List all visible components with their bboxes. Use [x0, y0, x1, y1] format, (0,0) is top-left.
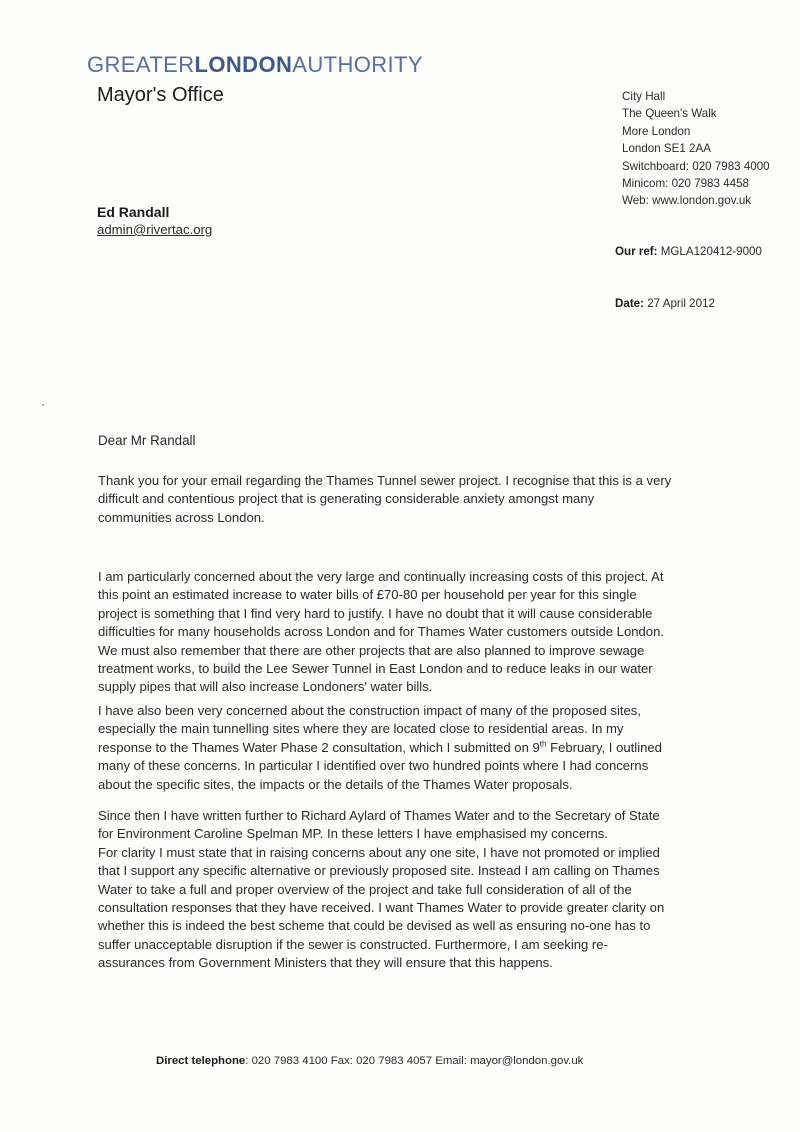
logo-greater: GREATER	[87, 52, 195, 77]
paragraph-2	[98, 568, 718, 697]
line-text: response to the Thames Water Phase 2 consultation, which I submitted on 9	[98, 739, 540, 755]
minicom-line: Minicom: 020 7983 4458	[622, 177, 749, 191]
paragraph-line: Since then I have written further to Richard Aylard of Thames Water and to the Secretary of State	[98, 808, 660, 823]
paragraph-line: supply pipes that will also increase Londoners' water bills.	[98, 679, 433, 695]
paragraph-line: about the specific sites, the impacts or the details of the Thames Water proposals.	[98, 776, 573, 792]
office-title: Mayor's Office	[97, 84, 224, 106]
paragraph-line: whether this is indeed the best scheme that could be devised as well as ensuring no-one has to	[98, 918, 651, 934]
footer-label: Direct telephone	[156, 1055, 246, 1067]
paragraph-line: project is something that I find very hard to justify. I have no doubt that it will cause considerable	[98, 605, 653, 621]
paragraph-line: suffer unacceptable disruption if the sewer is constructed. Furthermore, I am seeking re-	[98, 936, 608, 952]
paragraph-line: that I support any specific alternative or previously proposed site. Instead I am calling on Thames	[98, 863, 660, 879]
paragraph-line: this point an estimated increase to water bills of £70-80 per household per year for this single	[98, 587, 637, 603]
paragraph-3	[98, 702, 718, 794]
paragraph-line: Water to take a full and proper overview of the project and take full consideration of all of the	[98, 881, 632, 897]
ordinal-suffix: th	[539, 739, 547, 749]
paragraph-line: treatment works, to build the Lee Sewer Tunnel in East London and to reduce leaks in our water	[98, 661, 653, 677]
date-line	[615, 297, 715, 310]
address-line: London SE1 2AA	[622, 142, 711, 156]
paragraph-line: I am particularly concerned about the very large and continually increasing costs of this project. At	[98, 569, 664, 584]
paragraph-line	[98, 739, 718, 757]
paragraph-line: We must also remember that there are other projects that are also planned to improve sewage	[98, 642, 645, 658]
paragraph-line: communities across London.	[98, 509, 265, 525]
paragraph-line: for Environment Caroline Spelman MP. In these letters I have emphasised my concerns.	[98, 826, 608, 842]
recipient-block	[97, 204, 212, 237]
paragraph-line: difficulties for many households across London and for Thames Water customers outside London.	[98, 624, 665, 640]
footer-contact	[156, 1055, 583, 1067]
web-line: Web: www.london.gov.uk	[622, 194, 752, 208]
recipient-email-link[interactable]: admin@rivertac.org	[97, 222, 213, 237]
scan-speck	[42, 404, 44, 406]
recipient-name: Ed Randall	[97, 204, 170, 220]
address-line: The Queen's Walk	[622, 107, 717, 121]
footer-text: : 020 7983 4100 Fax: 020 7983 4057 Email: mayor@london.gov.uk	[245, 1055, 584, 1067]
paragraph-4	[98, 807, 718, 973]
paragraph-line: especially the main tunnelling sites where they are located close to residential areas. In my	[98, 721, 624, 737]
reference-line	[615, 245, 762, 258]
logo-authority: AUTHORITY	[292, 52, 423, 77]
paragraph-line: assurances from Government Ministers that they will ensure that this happens.	[98, 955, 553, 971]
paragraph-line: difficult and contentious project that is generating considerable anxiety amongst many	[98, 491, 595, 507]
date-value: 27 April 2012	[647, 297, 715, 310]
salutation: Dear Mr Randall	[98, 433, 196, 448]
logo-london: LONDON	[194, 52, 293, 77]
sender-address	[622, 88, 770, 210]
gla-logo	[87, 52, 423, 78]
date-label: Date:	[615, 297, 644, 310]
paragraph-1	[98, 472, 718, 527]
paragraph-line: For clarity I must state that in raising concerns about any one site, I have not promoted or implied	[98, 844, 660, 860]
switchboard-line: Switchboard: 020 7983 4000	[622, 159, 770, 173]
paragraph-line: consultation responses that they have received. I want Thames Water to provide greater clarity on	[98, 900, 665, 916]
reference-value: MGLA120412-9000	[660, 245, 762, 258]
line-text: February, I outlined	[546, 739, 662, 755]
address-line: City Hall	[622, 90, 666, 103]
paragraph-line: many of these concerns. In particular I identified over two hundred points where I had concerns	[98, 758, 649, 774]
paragraph-line: I have also been very concerned about the construction impact of many of the proposed sites,	[98, 703, 641, 718]
reference-label: Our ref:	[615, 245, 658, 258]
paragraph-line: Thank you for your email regarding the Thames Tunnel sewer project. I recognise that this is a very	[98, 473, 672, 488]
address-line: More London	[622, 124, 691, 138]
